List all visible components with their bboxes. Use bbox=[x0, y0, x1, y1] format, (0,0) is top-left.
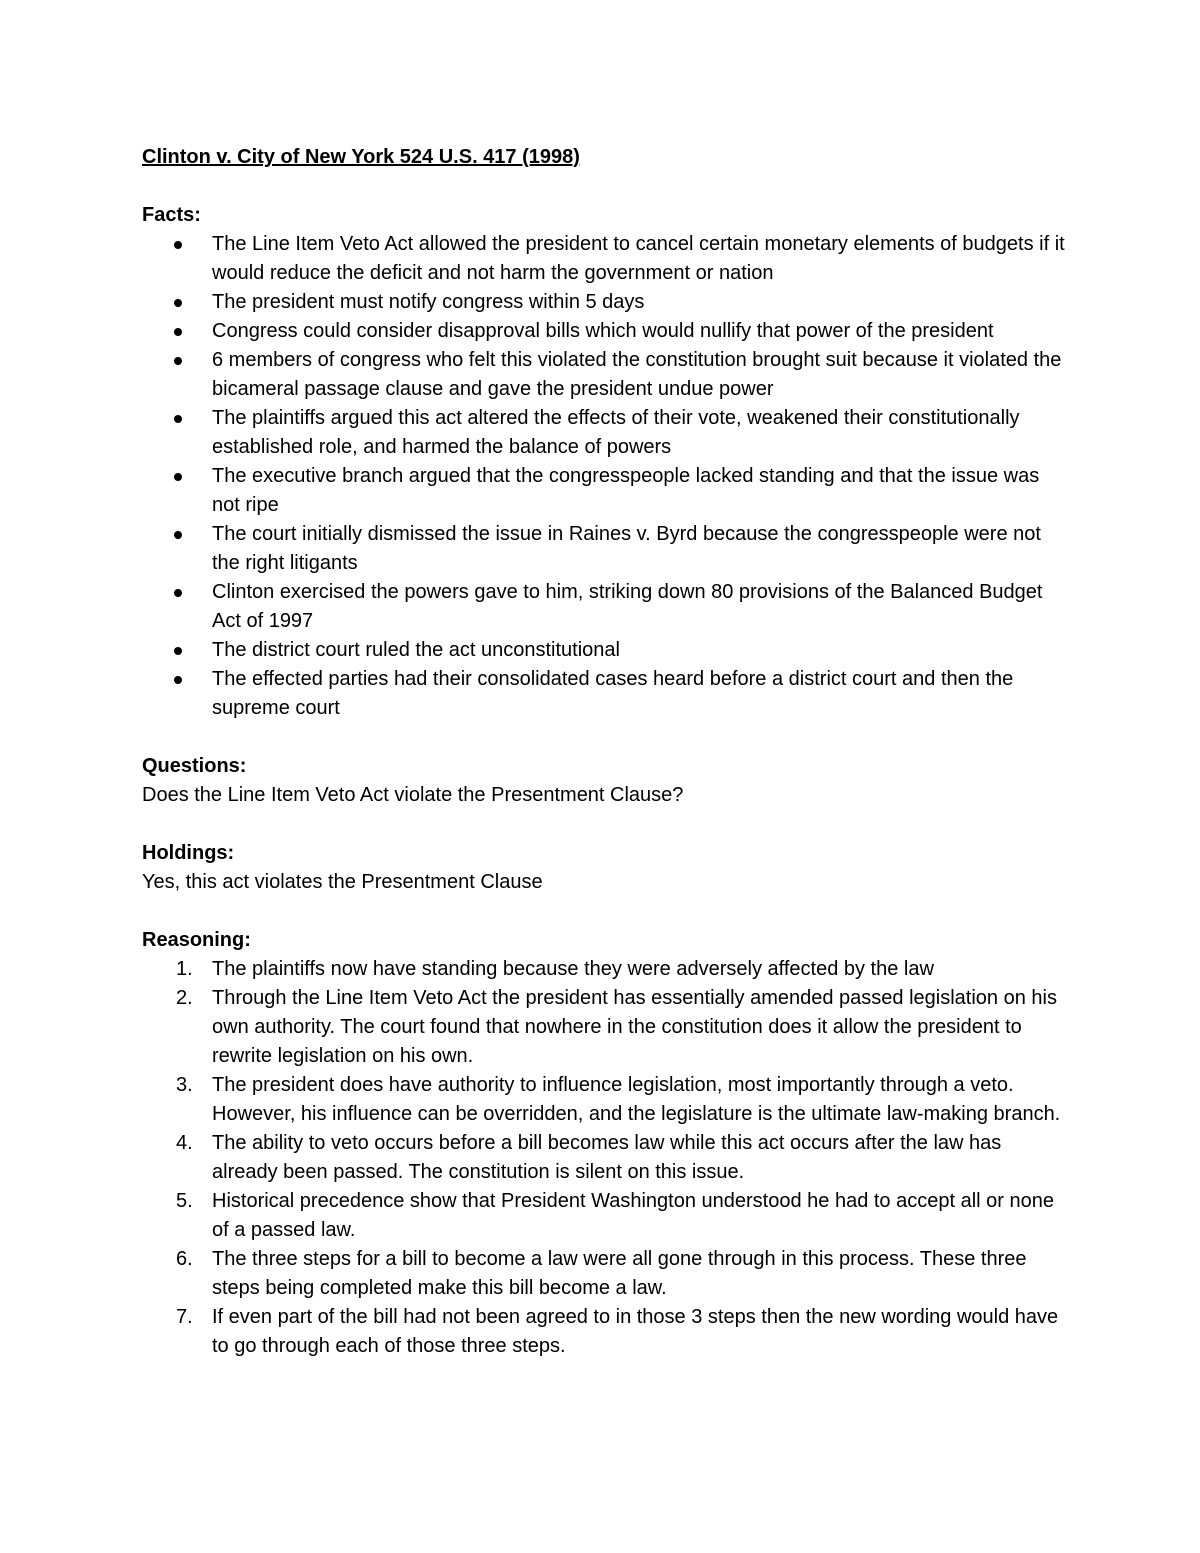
holdings-text: Yes, this act violates the Presentment Clause bbox=[142, 871, 543, 893]
bullet-icon bbox=[174, 415, 182, 423]
spacer bbox=[142, 723, 1080, 752]
reasoning-item: 6. The three steps for a bill to become a law were all gone through in this process. These three steps being completed make this bill become a law. bbox=[142, 1245, 1072, 1303]
bullet-icon bbox=[174, 676, 182, 684]
item-number: 3. bbox=[176, 1074, 193, 1096]
reasoning-item: 7. If even part of the bill had not been agreed to in those 3 steps then the new wording would have to go through each of those three steps. bbox=[142, 1303, 1072, 1361]
facts-list bbox=[142, 230, 1080, 723]
fact-item: The effected parties had their consolidated cases heard before a district court and then the supreme court bbox=[142, 665, 1072, 723]
bullet-icon bbox=[174, 357, 182, 365]
reasoning-heading: Reasoning: bbox=[142, 929, 251, 951]
bullet-icon bbox=[174, 299, 182, 307]
reasoning-list bbox=[142, 955, 1080, 1361]
bullet-icon bbox=[174, 647, 182, 655]
reasoning-item: 5. Historical precedence show that President Washington understood he had to accept all or none of a passed law. bbox=[142, 1187, 1072, 1245]
reasoning-item: 1. The plaintiffs now have standing because they were adversely affected by the law bbox=[142, 955, 1072, 984]
reasoning-item: 4. The ability to veto occurs before a bill becomes law while this act occurs after the law has already been passed. The constitution is silent on this issue. bbox=[142, 1129, 1072, 1187]
spacer bbox=[142, 810, 1080, 839]
fact-item: The Line Item Veto Act allowed the president to cancel certain monetary elements of budgets if it would reduce the deficit and not harm the government or nation bbox=[142, 230, 1072, 288]
document-title: Clinton v. City of New York 524 U.S. 417 (1998) bbox=[142, 146, 580, 168]
holdings-heading: Holdings: bbox=[142, 842, 235, 864]
bullet-icon bbox=[174, 328, 182, 336]
fact-item: The executive branch argued that the congresspeople lacked standing and that the issue was not ripe bbox=[142, 462, 1072, 520]
item-number: 4. bbox=[176, 1132, 193, 1154]
item-number: 1. bbox=[176, 958, 193, 980]
item-number: 5. bbox=[176, 1190, 193, 1212]
questions-text: Does the Line Item Veto Act violate the Presentment Clause? bbox=[142, 784, 684, 806]
item-number: 7. bbox=[176, 1306, 193, 1328]
fact-item: Congress could consider disapproval bills which would nullify that power of the president bbox=[142, 317, 1072, 346]
fact-item: The plaintiffs argued this act altered the effects of their vote, weakened their constitutionally established role, and harmed the balance of powers bbox=[142, 404, 1072, 462]
spacer bbox=[142, 172, 1080, 201]
reasoning-item: 2. Through the Line Item Veto Act the president has essentially amended passed legislation on his own authority. The court found that nowhere in the constitution does it allow the president to rewrite legislation on his own. bbox=[142, 984, 1072, 1071]
bullet-icon bbox=[174, 241, 182, 249]
bullet-icon bbox=[174, 589, 182, 597]
reasoning-item: 3. The president does have authority to influence legislation, most importantly through a veto. However, his influence can be overridden, and the legislature is the ultimate law-making branch. bbox=[142, 1071, 1072, 1129]
item-number: 2. bbox=[176, 987, 193, 1009]
fact-item: The court initially dismissed the issue in Raines v. Byrd because the congresspeople were not the right litigants bbox=[142, 520, 1072, 578]
fact-item: The district court ruled the act unconstitutional bbox=[142, 636, 1072, 665]
fact-item: The president must notify congress within 5 days bbox=[142, 288, 1072, 317]
facts-heading: Facts: bbox=[142, 204, 201, 226]
fact-item: Clinton exercised the powers gave to him, striking down 80 provisions of the Balanced Budget Act of 1997 bbox=[142, 578, 1072, 636]
spacer bbox=[142, 897, 1080, 926]
item-number: 6. bbox=[176, 1248, 193, 1270]
bullet-icon bbox=[174, 473, 182, 481]
questions-heading: Questions: bbox=[142, 755, 247, 777]
fact-item: 6 members of congress who felt this violated the constitution brought suit because it violated the bicameral passage clause and gave the president undue power bbox=[142, 346, 1072, 404]
bullet-icon bbox=[174, 531, 182, 539]
